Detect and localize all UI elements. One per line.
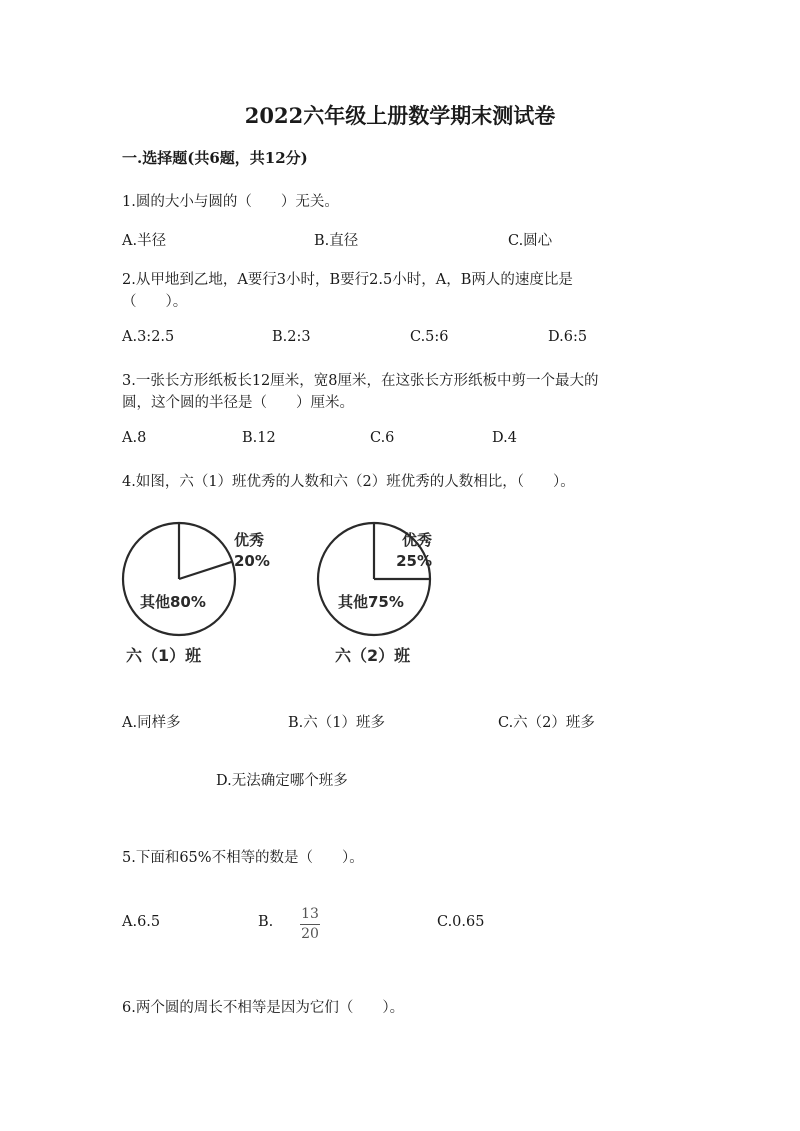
pie-1-excellent-value: 20%	[234, 552, 270, 570]
section-heading: 一.选择题(共6题，共12分)	[122, 149, 308, 167]
question-1-option-a[interactable]: A.半径	[122, 233, 167, 249]
pie-chart-class-2	[318, 523, 432, 665]
question-3-option-c[interactable]: C.6	[370, 430, 395, 446]
fraction-bar	[300, 924, 320, 925]
question-4-option-c[interactable]: C.六（2）班多	[498, 715, 595, 731]
fraction-denominator: 20	[301, 926, 319, 942]
question-4-option-b[interactable]: B.六（1）班多	[288, 715, 385, 731]
pie-2-other-label: 其他75%	[338, 593, 404, 611]
question-4-stem: 4.如图，六（1）班优秀的人数和六（2）班优秀的人数相比，（ ）。	[122, 474, 575, 490]
page-title: 2022六年级上册数学期末测试卷	[244, 103, 556, 128]
question-5-option-b[interactable]: B.	[258, 914, 274, 930]
question-2-stem-line2: （ ）。	[122, 294, 188, 310]
question-3-option-a[interactable]: A.8	[122, 430, 147, 446]
pie-1-class-label: 六（1）班	[126, 646, 202, 665]
pie-2-excellent-label: 优秀	[401, 531, 432, 549]
question-5-option-a[interactable]: A.6.5	[122, 914, 161, 930]
question-4-option-a[interactable]: A.同样多	[122, 715, 181, 731]
pie-chart-class-1	[123, 523, 270, 665]
question-3-stem-line2: 圆，这个圆的半径是（ ）厘米。	[122, 395, 354, 411]
question-2-stem-line1: 2.从甲地到乙地，A要行3小时，B要行2.5小时，A，B两人的速度比是	[122, 272, 573, 288]
pie-1-radius-slice	[179, 562, 232, 579]
question-1-option-b[interactable]: B.直径	[314, 233, 359, 249]
question-5-option-c[interactable]: C.0.65	[437, 914, 485, 930]
question-4-option-d[interactable]: D.无法确定哪个班多	[216, 773, 348, 789]
question-2-option-b[interactable]: B.2:3	[272, 329, 311, 345]
pie-2-excellent-value: 25%	[396, 552, 432, 570]
pie-1-excellent-label: 优秀	[234, 531, 265, 549]
pie-1-other-label: 其他80%	[140, 593, 206, 611]
question-5-stem: 5.下面和65%不相等的数是（ ）。	[122, 850, 364, 866]
question-1-stem: 1.圆的大小与圆的（ ）无关。	[122, 194, 339, 210]
question-2-option-a[interactable]: A.3:2.5	[122, 329, 175, 345]
question-3-stem-line1: 3.一张长方形纸板长12厘米，宽8厘米，在这张长方形纸板中剪一个最大的	[122, 373, 599, 389]
pie-2-class-label: 六（2）班	[335, 646, 411, 665]
question-2-option-d[interactable]: D.6:5	[548, 329, 588, 345]
question-1-option-c[interactable]: C.圆心	[508, 233, 553, 249]
fraction-numerator: 13	[301, 906, 319, 922]
question-5-fraction	[300, 906, 320, 943]
question-3-option-d[interactable]: D.4	[492, 430, 517, 446]
question-3-option-b[interactable]: B.12	[242, 430, 276, 446]
question-6-stem: 6.两个圆的周长不相等是因为它们（ ）。	[122, 1000, 405, 1016]
question-2-option-c[interactable]: C.5:6	[410, 329, 449, 345]
pie-chart-figure	[110, 515, 440, 675]
